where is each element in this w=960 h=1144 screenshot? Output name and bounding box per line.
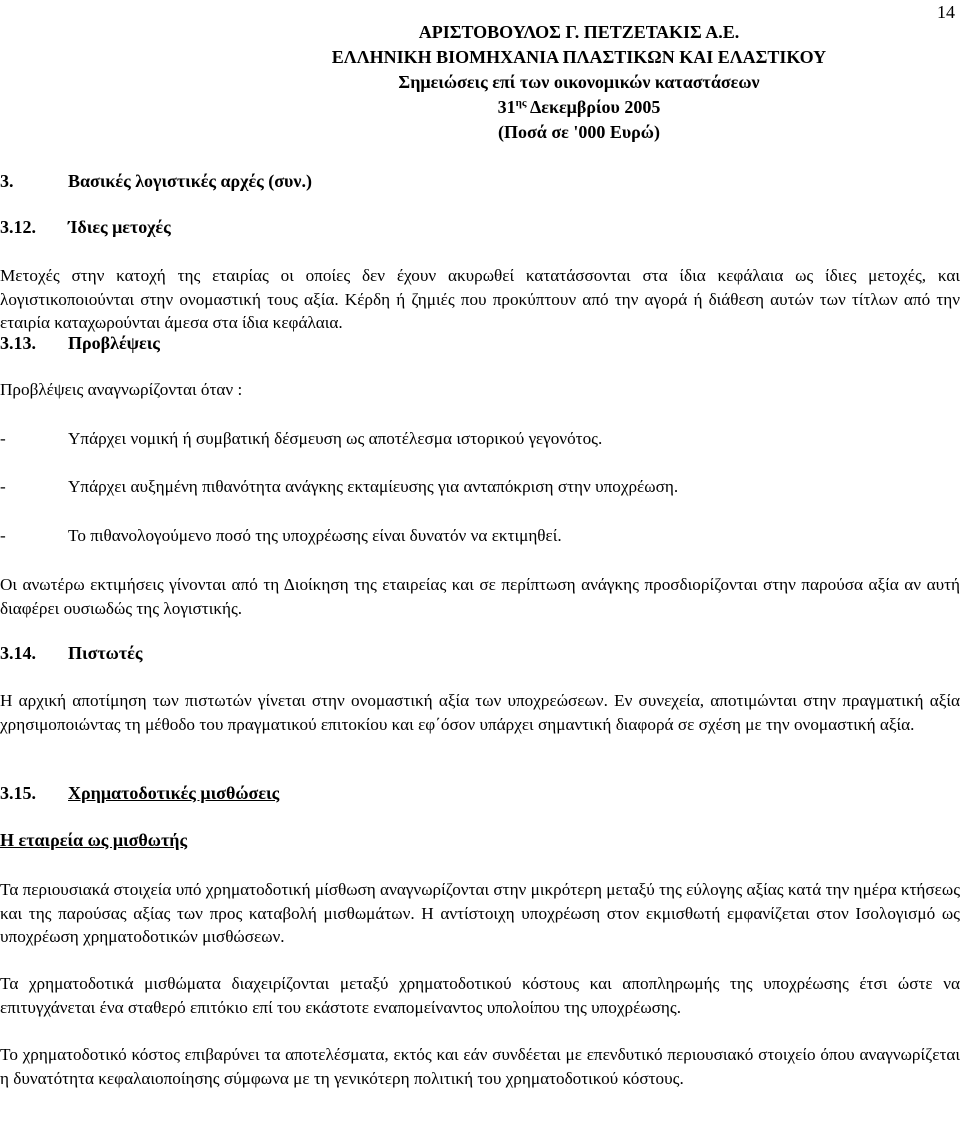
paragraph-provisions-estimates: Οι ανωτέρω εκτιμήσεις γίνονται από τη Διοίκηση της εταιρείας και σε περίπτωση ανάγκης προσδιορίζονται στην παρούσα αξία αν αυτή διαφέρει ουσιωδώς της λογιστικής. <box>0 575 960 618</box>
paragraph-finance-lease-payments: Τα χρηματοδοτικά μισθώματα διαχειρίζονται μεταξύ χρηματοδοτικού κόστους και αποπληρωμής της υποχρέωσης έτσι ώστε να επιτυγχάνεται ένα σταθερό επιτόκιο επί του εκάστοτε εναπομείναντος υπολοίπου της υποχρέωσης. <box>0 974 960 1017</box>
paragraph-treasury-shares: Μετοχές στην κατοχή της εταιρίας οι οποίες δεν έχουν ακυρωθεί κατατάσσονται στα ίδια κεφάλαια ως ίδιες μετοχές, και λογιστικοποιούνται στην ονομαστική τους αξία. Κέρδη ή ζημιές που προκύπτουν από την αγορά ή διάθεση αυτών των τίτλων από την εταιρία καταχωρούνται άμεσα στα ίδια κεφάλαια. <box>0 266 960 332</box>
paragraph-creditors: Η αρχική αποτίμηση των πιστωτών γίνεται στην ονομαστική αξία των υποχρεώσεων. Εν συνεχεία, αποτιμώνται στην πραγματική αξία χρησιμοποιώντας τη μέθοδο του πραγματικού επιτοκίου και εφ΄όσον υπάρχει σημαντική διαφορά σε σχέση με την ονομαστική αξία. <box>0 691 960 734</box>
subsection-number: 3.13. <box>0 333 36 353</box>
list-item <box>0 525 562 547</box>
subsection-number: 3.15. <box>0 783 36 803</box>
subsection-title: Προβλέψεις <box>68 333 160 353</box>
subsection-heading-3-12 <box>0 216 171 238</box>
subsection-heading-3-15 <box>0 782 279 804</box>
subsection-title: Ίδιες μετοχές <box>68 217 171 237</box>
company-description: ΕΛΛΗΝΙΚΗ ΒΙΟΜΗΧΑΝΙΑ ΠΛΑΣΤΙΚΩΝ ΚΑΙ ΕΛΑΣΤΙΚΟΥ <box>331 47 827 67</box>
date-day: 31 <box>497 97 516 117</box>
list-item <box>0 428 602 450</box>
section-number: 3. <box>0 171 14 191</box>
list-item-text: Υπάρχει αυξημένη πιθανότητα ανάγκης εκταμίευσης για ανταπόκριση στην υποχρέωση. <box>68 477 679 496</box>
subsection-number: 3.14. <box>0 643 36 663</box>
section-heading <box>0 170 312 192</box>
subsection-title: Πιστωτές <box>68 643 143 663</box>
subsection-heading-3-13 <box>0 332 160 354</box>
report-date <box>99 95 960 120</box>
page-number: 14 <box>937 2 955 22</box>
subsection-number: 3.12. <box>0 217 36 237</box>
subsection-title: Χρηματοδοτικές μισθώσεις <box>68 783 280 803</box>
notes-title: Σημειώσεις επί των οικονομικών καταστάσεων <box>398 72 760 92</box>
currency-note: (Ποσά σε '000 Ευρώ) <box>498 122 660 142</box>
date-suffix: ης <box>515 97 527 109</box>
list-dash: - <box>0 429 6 448</box>
section-title: Βασικές λογιστικές αρχές (συν.) <box>68 171 312 191</box>
subsection-heading-3-14 <box>0 642 142 664</box>
list-item <box>0 476 678 498</box>
lessee-subheading: Η εταιρεία ως μισθωτής <box>0 830 188 850</box>
list-item-text: Υπάρχει νομική ή συμβατική δέσμευση ως αποτέλεσμα ιστορικού γεγονότος. <box>68 429 603 448</box>
company-name: ΑΡΙΣΤΟΒΟΥΛΟΣ Γ. ΠΕΤΖΕΤΑΚΙΣ Α.Ε. <box>418 22 740 42</box>
provisions-intro: Προβλέψεις αναγνωρίζονται όταν : <box>0 380 243 399</box>
document-header <box>0 20 960 145</box>
date-rest: Δεκεμβρίου 2005 <box>530 97 661 117</box>
paragraph-finance-lease-assets: Τα περιουσιακά στοιχεία υπό χρηματοδοτική μίσθωση αναγνωρίζονται στην μικρότερη μεταξύ της εύλογης αξίας κατά την ημέρα κτήσεως και της παρούσας αξίας των προς καταβολή μισθωμάτων. Η αντίστοιχη υποχρέωση στον εκμισθωτή εμφανίζεται στον Ισολογισμό ως υποχρέωση χρηματοδοτικών μισθώσεων. <box>0 880 960 946</box>
list-dash: - <box>0 526 6 545</box>
paragraph-finance-cost: Το χρηματοδοτικό κόστος επιβαρύνει τα αποτελέσματα, εκτός και εάν συνδέεται με επενδυτικό περιουσιακό στοιχείο όπου αναγνωρίζεται η δυνατότητα κεφαλαιοποίησης σύμφωνα με τη γενικότερη πολιτική του χρηματοδοτικού κόστους. <box>0 1045 960 1088</box>
list-item-text: Το πιθανολογούμενο ποσό της υποχρέωσης είναι δυνατόν να εκτιμηθεί. <box>68 526 562 545</box>
list-dash: - <box>0 477 6 496</box>
